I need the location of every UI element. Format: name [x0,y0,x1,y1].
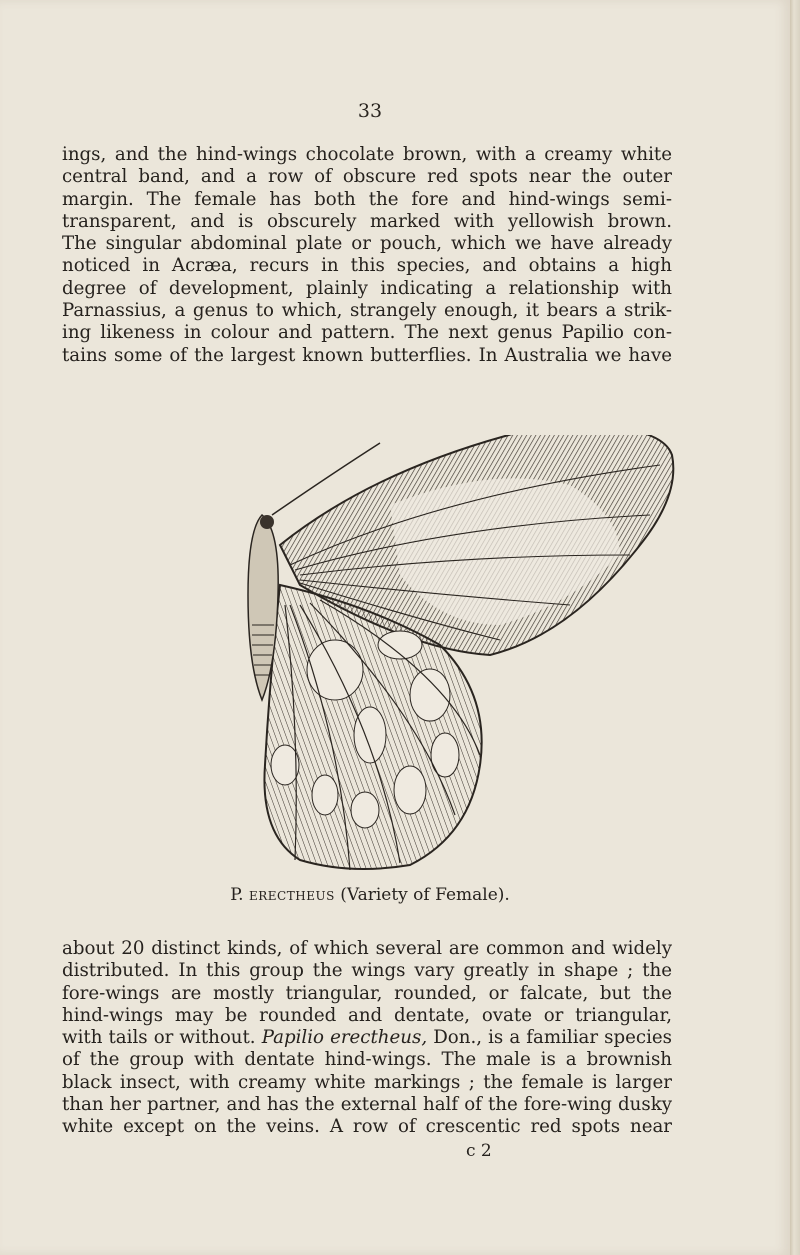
text-line: central band, and a row of obscure red spots near the outer [62,166,672,188]
page-edge [790,0,800,1255]
text-line: noticed in Acræa, recurs in this species, and obtains a high [62,255,672,277]
page-number: 33 [357,100,383,122]
text-line-with-italic [62,1027,672,1049]
butterfly-illustration [240,435,690,875]
text-line: ings, and the hind-wings chocolate brown, with a creamy white [62,144,672,165]
top-paragraph [62,144,672,367]
caption-prefix: P. [230,885,244,905]
text-line: of the group with dentate hind-wings. The male is a brownish [62,1049,672,1071]
caption-suffix: (Variety of Female). [340,885,510,905]
signature-mark: c 2 [466,1141,492,1161]
text-fragment: with tails or without. [62,1027,262,1049]
text-line: Parnassius, a genus to which, strangely enough, it bears a strik- [62,300,672,322]
text-line: transparent, and is obscurely marked with yellowish brown. [62,210,672,232]
figure-caption [0,885,740,905]
text-line: fore-wings are mostly triangular, rounded, or falcate, but the [62,982,672,1004]
species-name-italic: Papilio erectheus, [261,1027,428,1049]
butterfly-engraving-icon [240,435,690,875]
bottom-paragraph [62,938,672,1139]
text-line: black insect, with creamy white markings ; the female is larger [62,1071,672,1093]
text-line: The singular abdominal plate or pouch, which we have already [62,233,672,255]
text-line: distributed. In this group the wings vary greatly in shape ; the [62,960,672,982]
text-line: ing likeness in colour and pattern. The next genus Papilio con- [62,322,672,344]
text-line: about 20 distinct kinds, of which several are common and widely [62,938,672,959]
caption-species-name: erectheus [249,885,335,905]
text-line: hind-wings may be rounded and dentate, ovate or triangular, [62,1004,672,1026]
text-line: white except on the veins. A row of crescentic red spots near [62,1116,672,1138]
text-line: degree of development, plainly indicating a relationship with [62,277,672,299]
text-line: tains some of the largest known butterflies. In Australia we have [62,344,672,366]
text-line: than her partner, and has the external half of the fore-wing dusky [62,1094,672,1116]
text-line: margin. The female has both the fore and hind-wings semi- [62,188,672,210]
text-fragment: Don., is a familiar species [427,1027,672,1049]
